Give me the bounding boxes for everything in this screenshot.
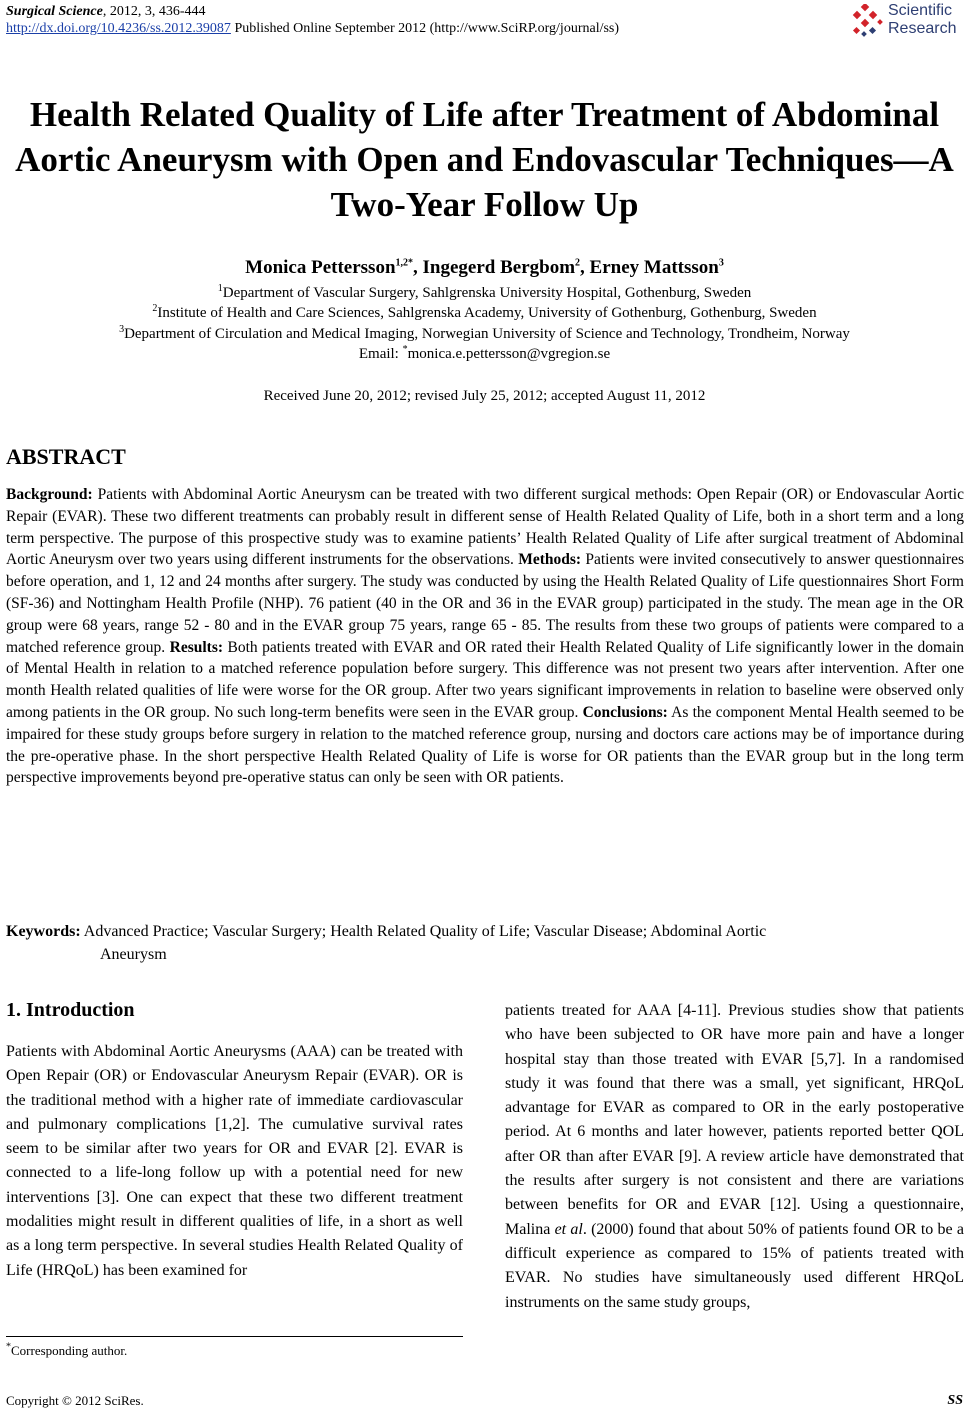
keywords-label: Keywords: [6, 923, 81, 940]
author-2: , Ingegerd Bergbom [413, 257, 576, 278]
email-address[interactable]: monica.e.pettersson@vgregion.se [407, 346, 611, 362]
author-1-sup: 1,2* [395, 257, 414, 269]
keywords [6, 920, 964, 966]
affiliation-2-text: Institute of Health and Care Sciences, Sahlgrenska Academy, University of Gothenburg, Gothenburg, Sweden [157, 305, 817, 321]
affiliation-3-text: Department of Circulation and Medical Imaging, Norwegian University of Science and Technology, Trondheim, Norway [124, 326, 850, 342]
abstract-body [6, 484, 964, 789]
email-star: * [402, 344, 408, 355]
published-info: Published Online September 2012 (http://www.SciRP.org/journal/ss) [230, 21, 620, 36]
footnote [6, 1343, 127, 1359]
methods-text: Patients were invited consecutively to answer questionnaires before operation, and 1, 12 and 24 months after surgery. The study was conducted by using the Health Related Quality of Life questionnaires Short Form (SF-36) and Nottingham Health Profile (NHP). 76 patient (40 in the OR and 36 in the EVAR group) participated in the study. The mean age in the OR group were 68 years, range 52 - 80 and in the EVAR group 75 years, range 65 - 85. The results from these two groups of patients were compared to a matched reference group. [6, 551, 964, 656]
intro-right-etal: et al [554, 1220, 583, 1238]
journal-name: Surgical Science [6, 4, 103, 19]
received-dates: Received June 20, 2012; revised July 25, 2012; accepted August 11, 2012 [263, 388, 706, 404]
keywords-line2: Aneurysm [100, 946, 167, 963]
methods-label: Methods: [518, 551, 582, 569]
intro-left-column: Patients with Abdominal Aortic Aneurysms (AAA) can be treated with Open Repair (OR) or Endovascular Aneurysm Repair (EVAR). OR is the traditional method with a higher rate of immediate cardiovascular and pulmonary complications [1,2]. The cumulative survival rates seem to be similar after two years for OR and EVAR [2]. EVAR is connected to a life-long follow up with a potential need for new interventions [3]. One can expect that these two different treatment modalities might result in different qualities of life, in a short as well as a long term perspective. In several studies Health Related Quality of Life (HRQoL) has been examined for [6, 1043, 463, 1279]
logo-mark-icon [850, 4, 886, 40]
abstract-heading: ABSTRACT [6, 444, 126, 469]
keywords-line1: Advanced Practice; Vascular Surgery; Health Related Quality of Life; Vascular Disease; Abdominal Aortic [80, 923, 767, 940]
author-3: , Erney Mattsson [580, 257, 719, 278]
copyright: Copyright © 2012 SciRes. [6, 1393, 144, 1408]
logo-wordmark [888, 2, 956, 38]
email-line [0, 345, 969, 363]
journal-volume: , 2012, 3, 436-444 [102, 4, 206, 19]
logo-line2: Research [888, 20, 957, 37]
author-2-sup: 2 [575, 257, 581, 269]
conclusions-text: As the component Mental Health seemed to be impaired for these study groups before surgery in relation to the matched reference group, nursing and doctors care actions may be of importance during the pre-operative phase. In the short perspective Health Related Quality of Life is worse for OR patients than the EVAR group but in the long term perspective improvements beyond pre-operative status can only be seen with OR patients. [6, 703, 964, 787]
publisher-logo [850, 2, 968, 42]
footnote-rule [6, 1336, 463, 1337]
author-1: Monica Pettersson [245, 257, 396, 278]
doi-link[interactable]: http://dx.doi.org/10.4236/ss.2012.39087 [6, 21, 231, 36]
intro-right-text-a: patients treated for AAA [4-11]. Previous studies show that patients who have been subjected to OR have more pain and have a longer hospital stay than those treated with EVAR [5,7]. In a randomised study it was found that there was a small, yet significant, HRQoL advantage for EVAR as compared to OR in the early postoperative period. At 6 months and later however, patients reported better QOL after OR than after EVAR [9]. A review article have demonstrated that the results after surgery is not consistent and there are variations between benefits for OR and EVAR [12]. Using a questionnaire, Malina [505, 1002, 964, 1238]
results-label: Results: [169, 638, 224, 656]
author-3-sup: 3 [718, 257, 724, 269]
affiliation-2-num: 2 [152, 303, 158, 314]
affiliation-1-num: 1 [217, 283, 223, 294]
author-list [0, 256, 969, 280]
footnote-text: Corresponding author. [11, 1343, 128, 1358]
journal-citation [6, 4, 206, 20]
background-label: Background: [6, 486, 93, 503]
logo-line1: Scientific [888, 2, 953, 19]
doi-line [6, 21, 619, 37]
background-text: Patients with Abdominal Aortic Aneurysm can be treated with two different surgical methods: Open Repair (OR) or Endovascular Aortic Repair (EVAR). These two different treatments can probably result in different sense of Health Related Quality of Life, both in a short term and a long term perspective. The purpose of this prospective study was to examine patients’ Health Related Quality of Life after surgical treatment of Abdominal Aortic Aneurysm over two years using different instruments for the observations. [6, 486, 964, 569]
affiliation-2 [0, 304, 969, 322]
conclusions-label: Conclusions: [582, 703, 668, 721]
section-heading-introduction: 1. Introduction [6, 999, 135, 1021]
paper-title: Health Related Quality of Life after Treatment of Abdominal Aortic Aneurysm with Open and Endovascular Techniques—A Two-Year Follow Up [15, 95, 954, 224]
intro-right-column [505, 999, 964, 1315]
affiliation-3-num: 3 [119, 324, 125, 335]
results-text: Both patients treated with EVAR and OR rated their Health Related Quality of Life significantly lower in the domain of Mental Health in relation to a matched reference population before surgery. This difference was not present two years after intervention. After one month Health related qualities of life were worse for the OR group. After two years significant improvements in relation to baseline were observed only among patients in the OR group. No such long-term benefits were seen in the EVAR group. [6, 638, 965, 721]
affiliation-1 [0, 284, 969, 302]
journal-abbreviation: SS [947, 1393, 963, 1408]
intro-right-text-b: . (2000) found that about 50% of patients found OR to be a difficult experience as compared to 15% of patients treated with EVAR. No studies have simultaneously used different HRQoL instruments on the same study groups, [505, 1220, 964, 1311]
affiliation-3 [0, 325, 969, 343]
email-label: Email: [358, 346, 403, 362]
affiliation-1-text: Department of Vascular Surgery, Sahlgrenska University Hospital, Gothenburg, Sweden [222, 285, 752, 301]
footnote-star: * [6, 1341, 11, 1353]
